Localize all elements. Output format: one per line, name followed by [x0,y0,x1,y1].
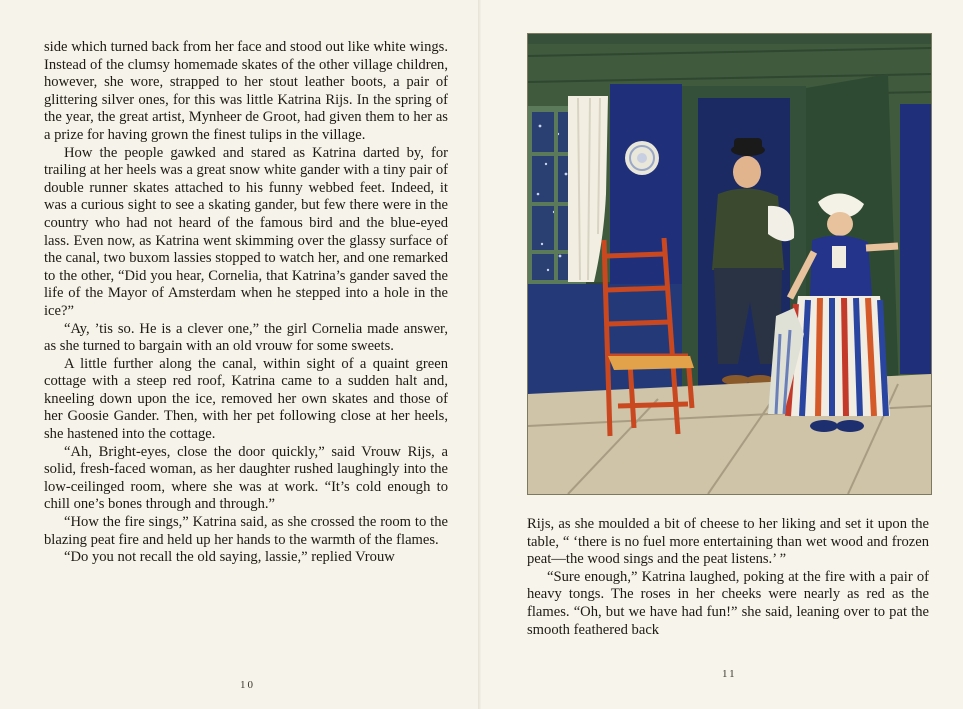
paragraph: side which turned back from her face and stood out like white wings. Instead of the clumsy homemade skates of the other village children, however, she wore, strapped to her stout leather boots, a pair of glittering silver ones, for this was little Katrina Rijs. In the spring of the year, the great artist, Mynheer de Groot, had given them to her as a prize for having grown the finest tulips in the village. [44,39,448,143]
paragraph: “How the fire sings,” Katrina said, as she crossed the room to the blazing peat fire and held up her hands to the warmth of the flames. [44,514,448,548]
left-page-text [44,39,448,567]
left-page [0,0,480,709]
right-page-text [527,516,929,639]
illustration-svg [528,34,931,494]
right-blue-panel [900,104,931,374]
paragraph: How the people gawked and stared as Katrina darted by, for trailing at her heels was a great snow white gander with a tiny pair of double runner skates attached to his funny webbed feet. Indeed, it was a curious sight to see a skating gander, but few there were in the country who had not heard of the famous bird and the blue-eyed lass. Even now, as Katrina went skimming over the glassy surface of the canal, two buxom lassies stopped to watch her, and one remarked to the other, “Did you hear, Cornelia, that Katrina’s gander saved the life of the Mayor of Amsterdam when he stepped into a hole in the ice?” [44,144,448,319]
chair-seat [608,356,694,370]
page-number-right: 11 [722,668,737,680]
paragraph: “Sure enough,” Katrina laughed, poking at the fire with a pair of heavy tongs. The roses in her cheeks were nearly as red as the flames. “Oh, but we have had fun!” she said, leaning over to pat the smooth feathered back [527,568,929,638]
illustration-interior-scene [527,33,932,495]
paragraph: “Ay, ’tis so. He is a clever one,” the girl Cornelia made answer, as she turned to bargain with an old vrouw for some sweets. [44,320,448,355]
paragraph: “Ah, Bright-eyes, close the door quickly,” said Vrouw Rijs, a solid, fresh-faced woman, as her daughter rushed laughingly into the low-ceilinged room, where she was at work. “It’s cold enough to chill one’s bones through and through.” [44,443,448,513]
right-page [481,0,963,709]
page-number-left: 10 [240,679,255,691]
paragraph: A little further along the canal, within sight of a quaint green cottage with a steep red roof, Katrina came to a sudden halt and, kneeling down upon the ice, removed her own skates and those of her Goosie Gander. Then, with her pet following close at her heels, she hastened into the cottage. [44,355,448,443]
ceiling-beam [528,34,931,44]
paragraph: Rijs, as she moulded a bit of cheese to her liking and set it upon the table, “ ‘there is no fuel more entertaining than wet wood and frozen peat—the wood sings and the peat listens.’ ” [527,516,929,568]
paragraph: “Do you not recall the old saying, lassie,” replied Vrouw [64,549,395,566]
